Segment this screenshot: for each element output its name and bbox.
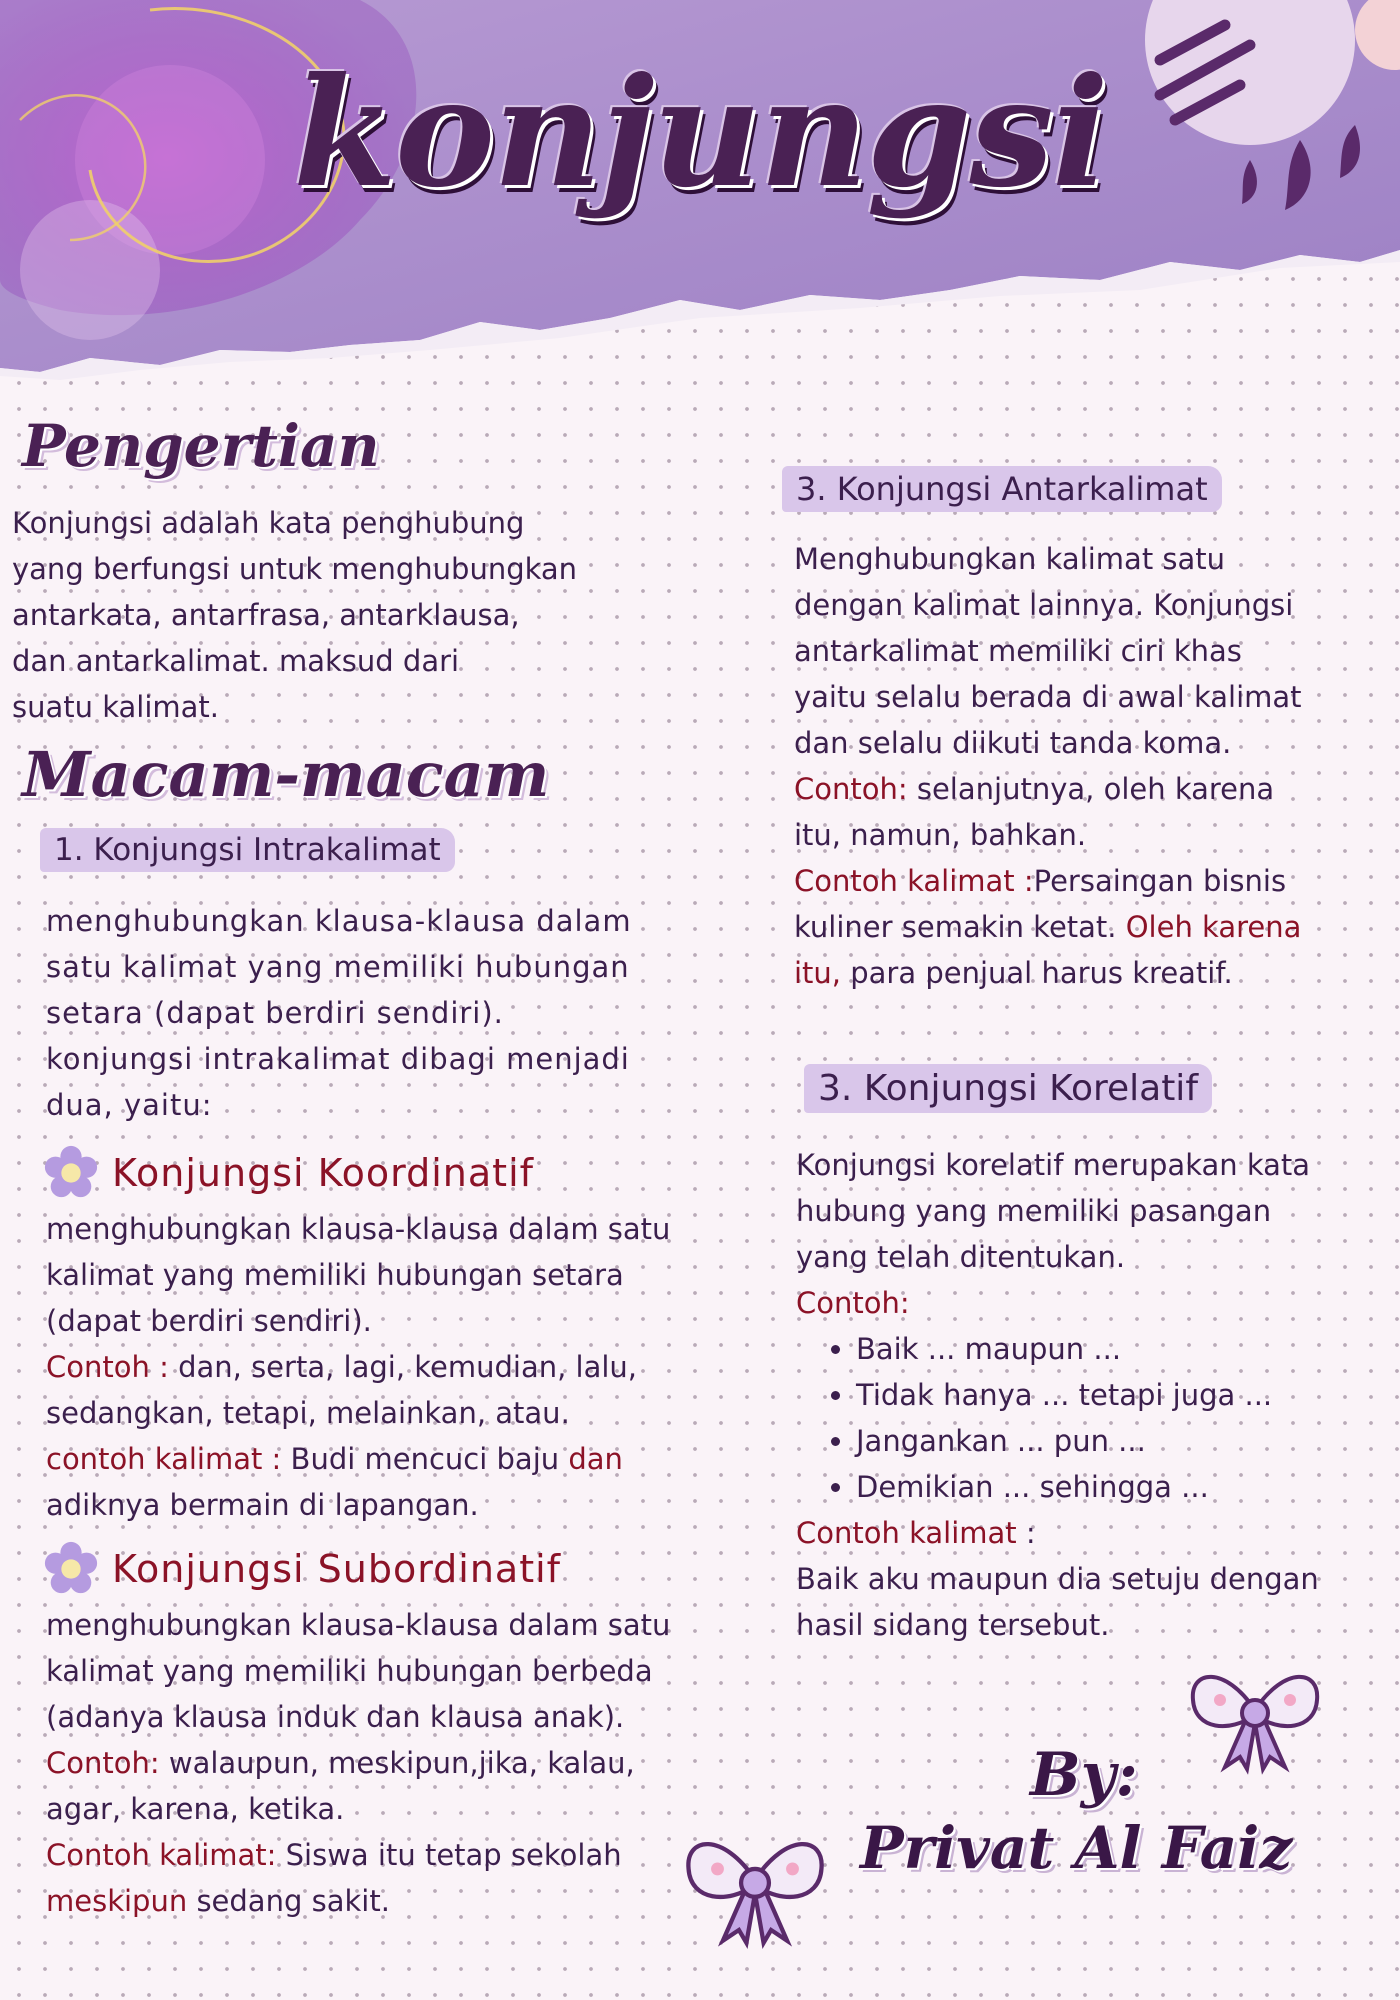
korelatif-line: yang telah ditentukan. bbox=[796, 1240, 1126, 1274]
pengertian-line: yang berfungsi untuk menghubungkan bbox=[12, 552, 578, 586]
page-title: konjungsi bbox=[293, 45, 1107, 221]
list-item: • Demikian ... sehingga ... bbox=[856, 1464, 1319, 1510]
pengertian-line: dan antarkalimat. maksud dari bbox=[12, 644, 460, 678]
koordinatif-text bbox=[46, 1206, 670, 1528]
contoh-label: Contoh: bbox=[46, 1746, 160, 1780]
kalimat-colon: : bbox=[1016, 1516, 1036, 1550]
subordinatif-contoh-cont: agar, karena, ketika. bbox=[46, 1792, 345, 1826]
kalimat-highlight: meskipun bbox=[46, 1884, 188, 1918]
antarkalimat-kalimat-cont bbox=[794, 904, 1302, 950]
koordinatif-kalimat-cont: adiknya bermain di lapangan. bbox=[46, 1488, 479, 1522]
pengertian-line: antarkata, antarfrasa, antarklausa, bbox=[12, 598, 520, 632]
subordinatif-contoh bbox=[46, 1740, 670, 1786]
kalimat-text: Persaingan bisnis bbox=[1033, 864, 1287, 898]
korelatif-kalimat-line: Baik aku maupun dia setuju dengan bbox=[796, 1562, 1319, 1596]
pengertian-text bbox=[12, 500, 577, 730]
antarkalimat-tag: 3. Konjungsi Antarkalimat bbox=[782, 466, 1222, 512]
macam-heading: Macam-macam bbox=[22, 738, 550, 811]
intrakalimat-line: dua, yaitu: bbox=[46, 1088, 213, 1122]
contoh-value: selanjutnya, oleh karena bbox=[907, 772, 1275, 806]
kalimat-highlight: dan bbox=[568, 1442, 623, 1476]
list-item: • Tidak hanya ... tetapi juga ... bbox=[856, 1372, 1319, 1418]
bow-icon bbox=[1185, 1655, 1325, 1775]
antarkalimat-line: yaitu selalu berada di awal kalimat bbox=[794, 680, 1302, 714]
intrakalimat-tag: 1. Konjungsi Intrakalimat bbox=[40, 828, 455, 872]
kalimat-label: Contoh kalimat: bbox=[46, 1838, 277, 1872]
kalimat-highlight: itu, bbox=[794, 956, 842, 990]
korelatif-contoh-label: Contoh: bbox=[796, 1286, 910, 1320]
antarkalimat-line: dan selalu diikuti tanda koma. bbox=[794, 726, 1232, 760]
intrakalimat-text bbox=[46, 898, 632, 1128]
subordinatif-line: menghubungkan klausa-klausa dalam satu bbox=[46, 1608, 671, 1642]
header-banner bbox=[0, 0, 1400, 380]
antarkalimat-contoh-cont: itu, namun, bahkan. bbox=[794, 818, 1087, 852]
koordinatif-contoh-cont: sedangkan, tetapi, melainkan, atau. bbox=[46, 1396, 570, 1430]
list-item: • Jangankan ... pun ... bbox=[856, 1418, 1319, 1464]
antarkalimat-line: antarkalimat memiliki ciri khas bbox=[794, 634, 1242, 668]
kalimat-text: Budi mencuci baju bbox=[281, 1442, 569, 1476]
pengertian-line: suatu kalimat. bbox=[12, 690, 220, 724]
korelatif-kalimat-line: hasil sidang tersebut. bbox=[796, 1608, 1110, 1642]
kalimat-text: Siswa itu tetap sekolah bbox=[276, 1838, 622, 1872]
flower-icon bbox=[42, 1540, 100, 1598]
kalimat-text: kuliner semakin ketat. bbox=[794, 910, 1126, 944]
koordinatif-line: kalimat yang memiliki hubungan setara bbox=[46, 1258, 624, 1292]
antarkalimat-contoh bbox=[794, 766, 1302, 812]
kalimat-label: Contoh kalimat bbox=[796, 1516, 1017, 1550]
korelatif-line: hubung yang memiliki pasangan bbox=[796, 1194, 1272, 1228]
korelatif-tag: 3. Konjungsi Korelatif bbox=[804, 1064, 1212, 1113]
koordinatif-heading: Konjungsi Koordinatif bbox=[112, 1151, 535, 1195]
byline-name: Privat Al Faiz bbox=[860, 1814, 1293, 1882]
intrakalimat-line: menghubungkan klausa-klausa dalam bbox=[46, 904, 632, 938]
koordinatif-contoh bbox=[46, 1344, 670, 1390]
subordinatif-text bbox=[46, 1602, 670, 1924]
antarkalimat-line: dengan kalimat lainnya. Konjungsi bbox=[794, 588, 1294, 622]
list-item: • Baik ... maupun ... bbox=[856, 1326, 1319, 1372]
antarkalimat-line: Menghubungkan kalimat satu bbox=[794, 542, 1226, 576]
koordinatif-heading-row bbox=[42, 1144, 534, 1202]
kalimat-text: para penjual harus kreatif. bbox=[841, 956, 1233, 990]
subordinatif-kalimat bbox=[46, 1832, 670, 1878]
bow-icon bbox=[680, 1820, 830, 1950]
korelatif-text bbox=[796, 1142, 1319, 1648]
korelatif-bullet-list bbox=[796, 1326, 1319, 1510]
intrakalimat-line: setara (dapat berdiri sendiri). bbox=[46, 996, 504, 1030]
contoh-label: Contoh: bbox=[794, 772, 908, 806]
kalimat-text: sedang sakit. bbox=[187, 1884, 390, 1918]
korelatif-kalimat bbox=[796, 1510, 1319, 1556]
antarkalimat-kalimat-end bbox=[794, 950, 1302, 996]
subordinatif-heading-row bbox=[42, 1540, 561, 1598]
subordinatif-heading: Konjungsi Subordinatif bbox=[112, 1547, 562, 1591]
contoh-label: Contoh : bbox=[46, 1350, 169, 1384]
antarkalimat-kalimat bbox=[794, 858, 1302, 904]
intrakalimat-line: konjungsi intrakalimat dibagi menjadi bbox=[46, 1042, 630, 1076]
antarkalimat-text bbox=[794, 536, 1302, 996]
kalimat-label: Contoh kalimat : bbox=[794, 864, 1034, 898]
koordinatif-line: (dapat berdiri sendiri). bbox=[46, 1304, 372, 1338]
flower-icon bbox=[42, 1144, 100, 1202]
korelatif-line: Konjungsi korelatif merupakan kata bbox=[796, 1148, 1311, 1182]
contoh-value: dan, serta, lagi, kemudian, lalu, bbox=[168, 1350, 638, 1384]
subordinatif-line: (adanya klausa induk dan klausa anak). bbox=[46, 1700, 625, 1734]
contoh-value: walaupun, meskipun,jika, kalau, bbox=[159, 1746, 635, 1780]
pengertian-line: Konjungsi adalah kata penghubung bbox=[12, 506, 525, 540]
koordinatif-line: menghubungkan klausa-klausa dalam satu bbox=[46, 1212, 671, 1246]
subordinatif-line: kalimat yang memiliki hubungan berbeda bbox=[46, 1654, 653, 1688]
pengertian-heading: Pengertian bbox=[22, 412, 380, 480]
koordinatif-kalimat bbox=[46, 1436, 670, 1482]
subordinatif-kalimat-cont bbox=[46, 1878, 670, 1924]
kalimat-label: contoh kalimat : bbox=[46, 1442, 282, 1476]
intrakalimat-line: satu kalimat yang memiliki hubungan bbox=[46, 950, 630, 984]
kalimat-highlight: Oleh karena bbox=[1125, 910, 1302, 944]
byline-by: By: bbox=[1030, 1740, 1138, 1810]
